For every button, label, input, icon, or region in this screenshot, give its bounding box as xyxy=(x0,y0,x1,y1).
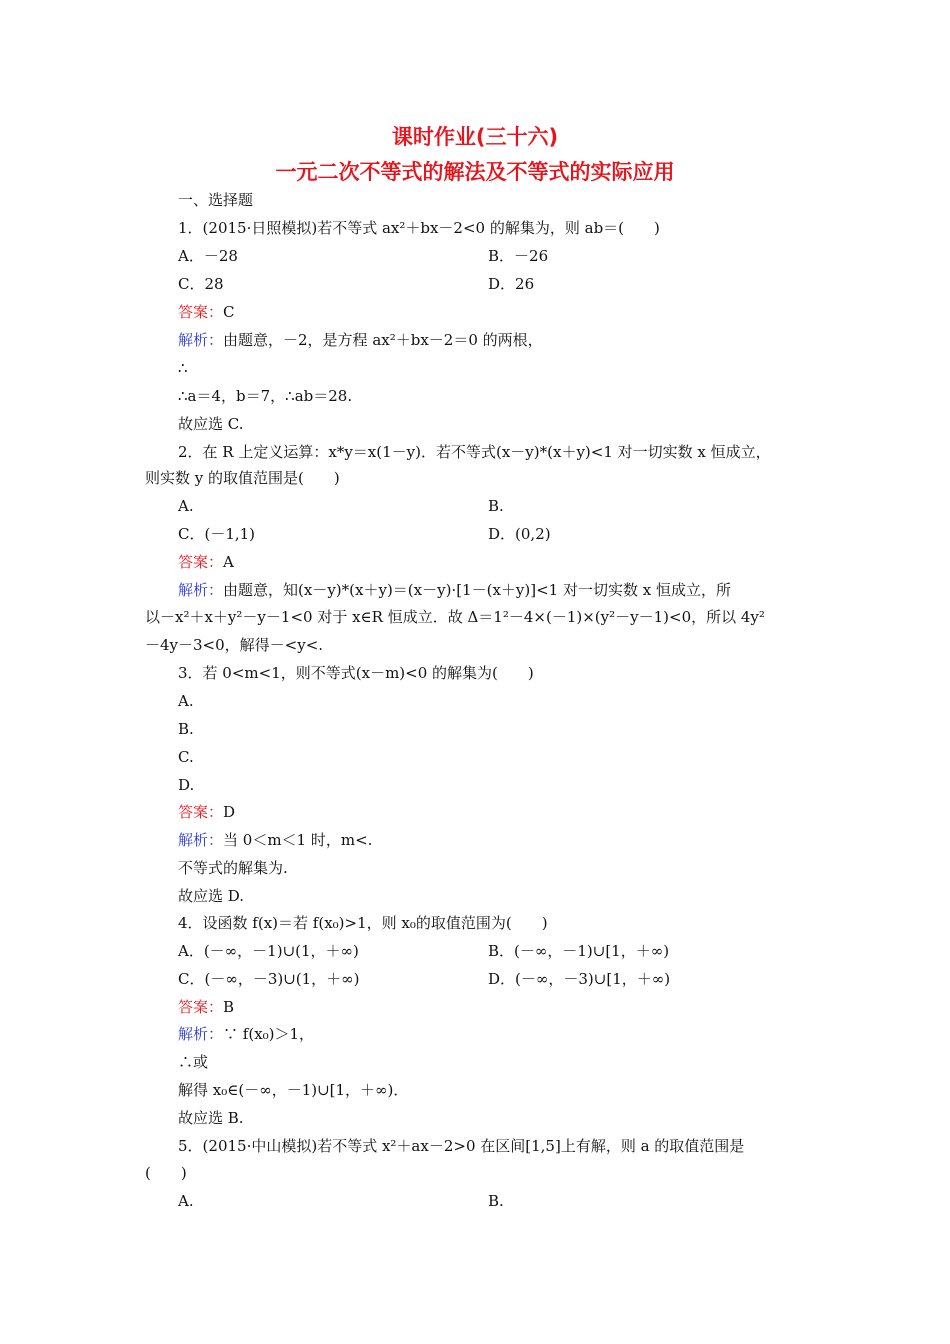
explanation-label: 解析： xyxy=(178,331,224,349)
section-heading: 一、选择题 xyxy=(178,191,254,209)
answer-label: 答案： xyxy=(178,553,224,571)
q4-option-a: A．(－∞，－1)∪(1，＋∞) xyxy=(178,942,359,960)
answer-label: 答案： xyxy=(178,803,224,821)
q2-stem: 2．在 R 上定义运算：x*y＝x(1－y)．若不等式(x－y)*(x＋y)<1 对一切实数 x 恒成立， xyxy=(178,443,771,461)
q5-stem: 5．(2015·中山模拟)若不等式 x²＋ax－2>0 在区间[1,5]上有解，则 a 的取值范围是 xyxy=(178,1137,745,1155)
q1-option-c: C．28 xyxy=(178,275,224,293)
q3-explanation-3: 故应选 D. xyxy=(178,887,245,905)
q1-option-b: B．－26 xyxy=(488,247,549,265)
q5-stem-2: ( ) xyxy=(145,1164,187,1182)
q4-stem: 4．设函数 f(x)＝若 f(x₀)>1，则 x₀的取值范围为( ) xyxy=(178,914,548,932)
page-subtitle: 一元二次不等式的解法及不等式的实际应用 xyxy=(275,160,675,184)
answer-label: 答案： xyxy=(178,303,224,321)
q2-option-d: D．(0,2) xyxy=(488,525,551,543)
explanation-label: 解析： xyxy=(178,1025,224,1043)
q1-explanation-4: 故应选 C. xyxy=(178,415,244,433)
q2-explanation-2: 以－x²＋x＋y²－y－1<0 对于 x∈R 恒成立．故 Δ＝1²－4×(－1)×(y²－y－1)<0，所以 4y² xyxy=(145,608,765,626)
q3-explanation xyxy=(178,830,372,850)
q3-option-c: C. xyxy=(178,748,194,766)
q2-option-c: C．(－1,1) xyxy=(178,525,256,543)
q4-answer xyxy=(178,997,234,1017)
q4-explanation xyxy=(178,1024,314,1044)
q1-option-d: D．26 xyxy=(488,275,535,293)
q4-option-b: B．(－∞，－1)∪[1，＋∞) xyxy=(488,942,670,960)
q2-explanation-3: －4y－3<0，解得－<y<. xyxy=(145,636,324,654)
q4-option-c: C．(－∞，－3)∪(1，＋∞) xyxy=(178,970,360,988)
q4-option-d: D．(－∞，－3)∪[1，＋∞) xyxy=(488,970,671,988)
q3-answer xyxy=(178,802,235,822)
q1-explanation xyxy=(178,330,543,350)
q2-answer xyxy=(178,552,234,572)
explanation-text: ∵ f(x₀)＞1， xyxy=(223,1025,315,1043)
q4-explanation-2: ∴或 xyxy=(178,1053,209,1071)
answer-value: B xyxy=(223,998,235,1016)
q4-explanation-3: 解得 x₀∈(－∞，－1)∪[1，＋∞)． xyxy=(178,1081,409,1099)
q1-explanation-2: ∴ xyxy=(178,359,188,377)
q2-option-a: A. xyxy=(178,497,194,515)
answer-value: C xyxy=(223,303,235,321)
q3-option-b: B. xyxy=(178,720,194,738)
q1-answer xyxy=(178,302,235,322)
q1-stem: 1．(2015·日照模拟)若不等式 ax²＋bx－2<0 的解集为，则 ab＝( ) xyxy=(178,219,660,237)
q5-option-a: A. xyxy=(178,1192,194,1210)
q3-explanation-2: 不等式的解集为. xyxy=(178,859,288,877)
explanation-label: 解析： xyxy=(178,831,224,849)
page-title: 课时作业(三十六) xyxy=(391,125,559,149)
answer-value: A xyxy=(223,553,234,571)
q3-stem: 3．若 0<m<1，则不等式(x－m)<0 的解集为( ) xyxy=(178,664,534,682)
explanation-text: 由题意，知(x－y)*(x＋y)＝(x－y)·[1－(x＋y)]<1 对一切实数 x 恒成立，所 xyxy=(223,581,731,599)
q3-option-d: D. xyxy=(178,776,195,794)
answer-label: 答案： xyxy=(178,998,224,1016)
q4-explanation-4: 故应选 B. xyxy=(178,1109,244,1127)
q5-option-b: B. xyxy=(488,1192,504,1210)
explanation-text: 由题意，－2，是方程 ax²＋bx－2＝0 的两根， xyxy=(223,331,543,349)
q1-option-a: A．－28 xyxy=(178,247,238,265)
q2-explanation xyxy=(178,580,731,600)
q1-explanation-3: ∴a＝4，b＝7，∴ab＝28. xyxy=(178,387,353,405)
q3-option-a: A. xyxy=(178,692,194,710)
q2-option-b: B. xyxy=(488,497,504,515)
explanation-label: 解析： xyxy=(178,581,224,599)
explanation-text: 当 0＜m＜1 时，m<. xyxy=(223,831,373,849)
q2-stem-2: 则实数 y 的取值范围是( ) xyxy=(145,469,340,487)
answer-value: D xyxy=(223,803,236,821)
